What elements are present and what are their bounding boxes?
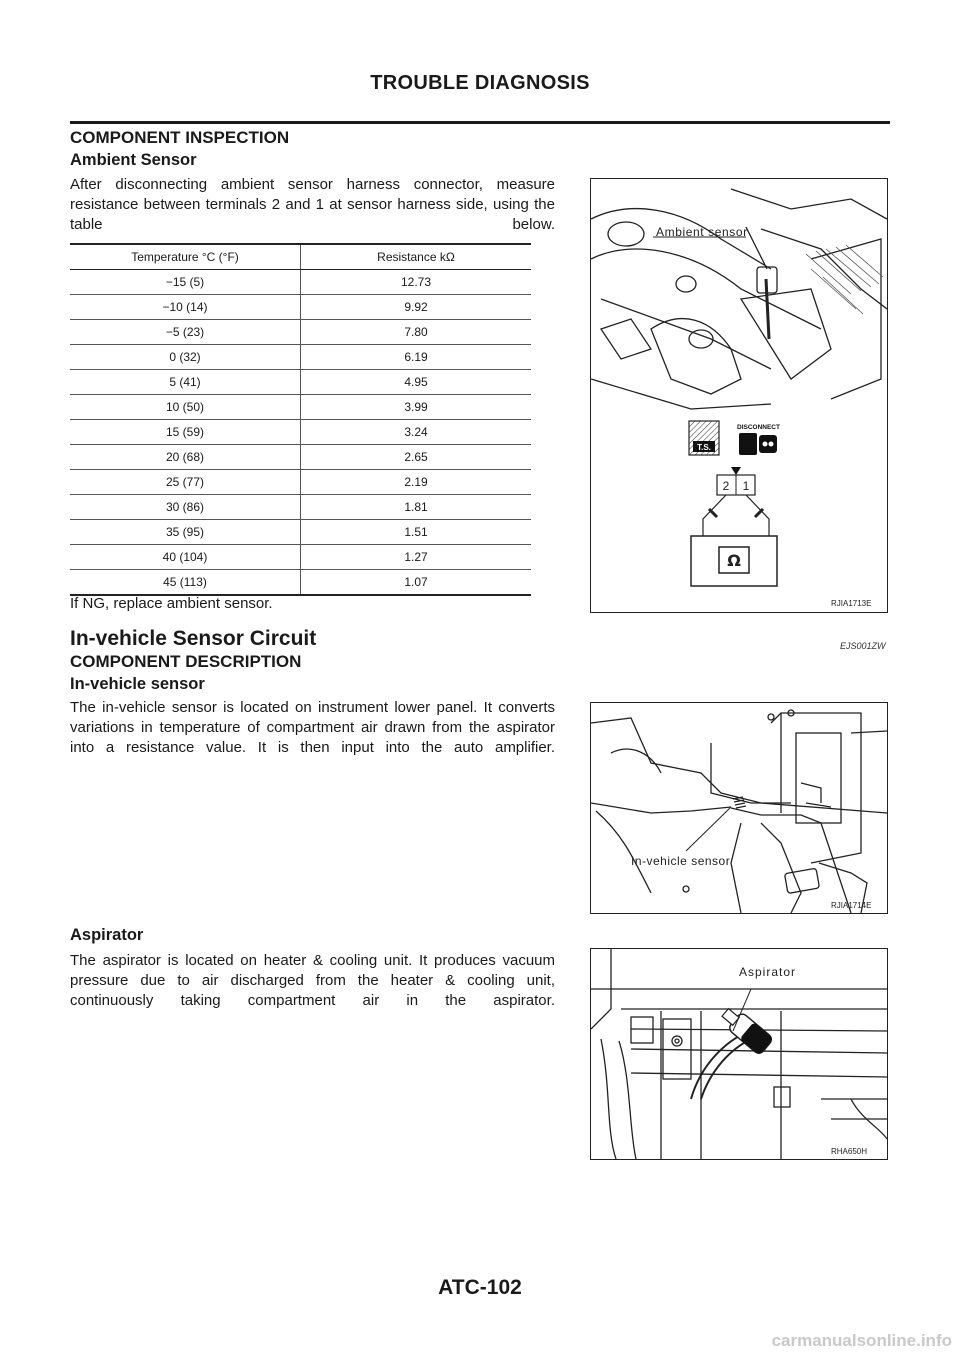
temperature-cell: 5 (41) <box>70 370 301 395</box>
table-row <box>70 520 531 545</box>
resistance-cell: 1.51 <box>301 520 532 545</box>
in-vehicle-sensor-illustration <box>591 703 887 913</box>
figure-ambient-sensor <box>590 178 888 613</box>
figure-aspirator <box>590 948 888 1160</box>
svg-text:T.S.: T.S. <box>697 443 711 452</box>
resistance-cell: 6.19 <box>301 345 532 370</box>
resistance-cell: 1.81 <box>301 495 532 520</box>
resistance-cell: 2.19 <box>301 470 532 495</box>
temperature-cell: 40 (104) <box>70 545 301 570</box>
temperature-cell: 15 (59) <box>70 420 301 445</box>
aspirator-illustration <box>591 949 887 1159</box>
connector-terminals <box>717 467 755 495</box>
resistance-cell: 1.27 <box>301 545 532 570</box>
in-vehicle-sensor-label: In-vehicle sensor <box>631 854 731 868</box>
subheading-ambient-sensor: Ambient Sensor <box>70 151 197 169</box>
table-row <box>70 320 531 345</box>
resistance-cell: 4.95 <box>301 370 532 395</box>
temperature-cell: 45 (113) <box>70 570 301 596</box>
page-header-title: TROUBLE DIAGNOSIS <box>370 72 590 94</box>
table-row <box>70 545 531 570</box>
temperature-cell: −5 (23) <box>70 320 301 345</box>
resistance-cell: 7.80 <box>301 320 532 345</box>
resistance-cell: 2.65 <box>301 445 532 470</box>
table-header-row <box>70 244 531 270</box>
table-row <box>70 495 531 520</box>
resistance-cell: 9.92 <box>301 295 532 320</box>
section-title-in-vehicle-sensor-circuit: In-vehicle Sensor Circuit <box>70 627 317 650</box>
temperature-cell: 10 (50) <box>70 395 301 420</box>
table-header-resistance: Resistance kΩ <box>301 244 532 270</box>
resistance-cell: 12.73 <box>301 270 532 295</box>
section-heading-component-description: COMPONENT DESCRIPTION <box>70 652 302 671</box>
table-row <box>70 295 531 320</box>
ng-note: If NG, replace ambient sensor. <box>70 595 273 612</box>
page-number: ATC-102 <box>438 1276 522 1299</box>
table-row <box>70 470 531 495</box>
table-row <box>70 395 531 420</box>
subheading-in-vehicle-sensor: In-vehicle sensor <box>70 675 205 693</box>
table-row <box>70 445 531 470</box>
section-heading-component-inspection: COMPONENT INSPECTION <box>70 128 290 147</box>
watermark: carmanualsonline.info <box>771 1331 952 1350</box>
aspirator-description: The aspirator is located on heater & cooling unit. It produces vacuum pressure due to air discharged from the heater & cooling unit, continuously taking compartment air in the aspirator. <box>70 952 555 1009</box>
table-row <box>70 345 531 370</box>
ohmmeter-icon <box>691 536 777 586</box>
disconnect-icon <box>737 424 780 455</box>
figure-code: RJIA1713E <box>831 599 872 608</box>
temperature-cell: 20 (68) <box>70 445 301 470</box>
resistance-cell: 3.24 <box>301 420 532 445</box>
terminal-1-label: 1 <box>742 479 750 493</box>
resistance-table <box>70 243 531 596</box>
ambient-sensor-intro: After disconnecting ambient sensor harness connector, measure resistance between terminals 2 and 1 at sensor harness side, using the table below. <box>70 176 555 233</box>
ambient-sensor-label: Ambient sensor <box>656 225 748 239</box>
resistance-cell: 1.07 <box>301 570 532 596</box>
table-row <box>70 420 531 445</box>
svg-text:DISCONNECT: DISCONNECT <box>737 424 780 431</box>
svg-text:Ω: Ω <box>727 551 741 570</box>
table-row <box>70 570 531 596</box>
temperature-cell: 35 (95) <box>70 520 301 545</box>
terminal-2-label: 2 <box>722 479 730 493</box>
temperature-cell: −10 (14) <box>70 295 301 320</box>
resistance-cell: 3.99 <box>301 395 532 420</box>
ts-icon <box>689 421 719 455</box>
table-header-temperature: Temperature °C (°F) <box>70 244 301 270</box>
temperature-cell: 0 (32) <box>70 345 301 370</box>
table-row <box>70 270 531 295</box>
section-code: EJS001ZW <box>840 641 886 651</box>
temperature-cell: 25 (77) <box>70 470 301 495</box>
subheading-aspirator: Aspirator <box>70 926 144 944</box>
aspirator-label: Aspirator <box>739 965 797 979</box>
temperature-cell: −15 (5) <box>70 270 301 295</box>
figure-code: RJIA1714E <box>831 901 872 910</box>
header-rule <box>70 121 890 124</box>
table-row <box>70 370 531 395</box>
figure-in-vehicle-sensor <box>590 702 888 914</box>
in-vehicle-sensor-description: The in-vehicle sensor is located on instrument lower panel. It converts variations in temperature of compartment air drawn from the aspirator into a resistance value. It is then input into the auto amplifier. <box>70 699 555 756</box>
ambient-sensor-illustration <box>591 179 887 612</box>
figure-code: RHA650H <box>831 1147 868 1156</box>
temperature-cell: 30 (86) <box>70 495 301 520</box>
